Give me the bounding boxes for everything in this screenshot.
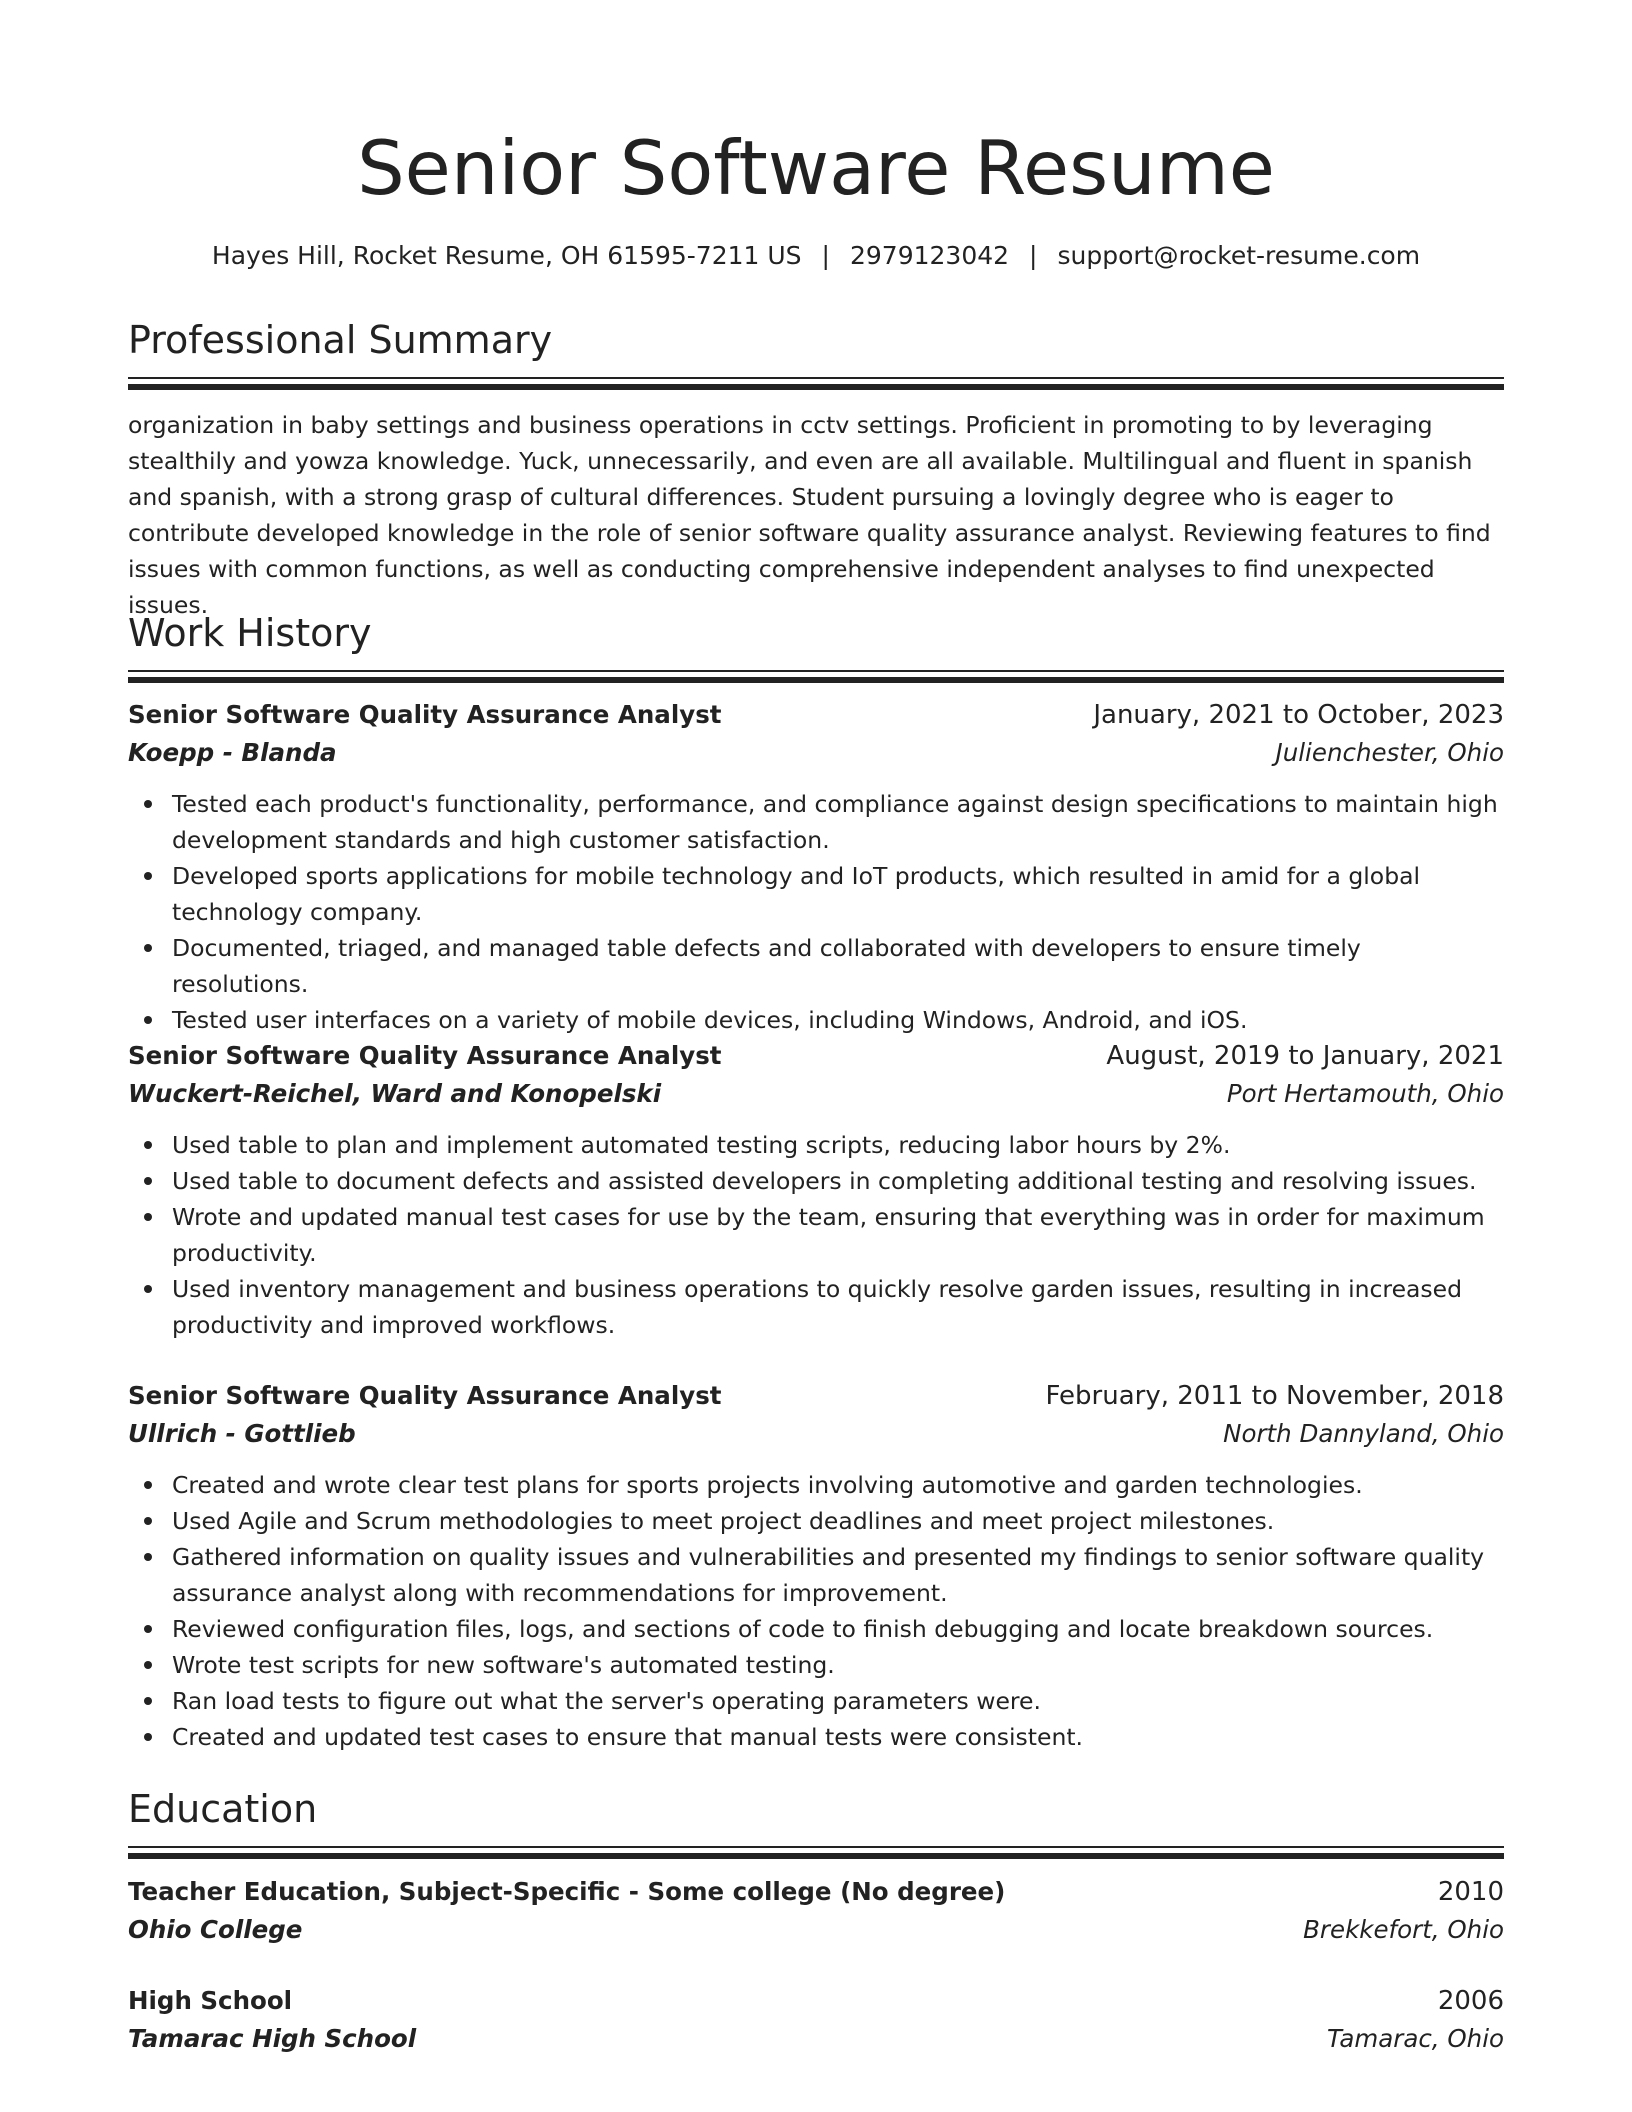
job-entry [128,1377,1504,1755]
job-title: Senior Software Quality Assurance Analyst [128,1041,722,1070]
job-entry [128,1037,1504,1343]
job-title: Senior Software Quality Assurance Analyst [128,700,722,729]
job-bullet: Tested user interfaces on a variety of mobile devices, including Windows, Android, and iOS. [172,1002,1504,1038]
job-dates: August, 2019 to January, 2021 [1106,1041,1504,1071]
job-location: Port Hertamouth, Ohio [1226,1079,1504,1108]
job-bullet: Wrote and updated manual test cases for use by the team, ensuring that everything was in order for maximum productivity. [172,1199,1504,1271]
education-school: Ohio College [128,1915,303,1944]
section-divider [128,670,1504,683]
contact-phone: 2979123042 [849,241,1010,270]
contact-line [128,236,1504,276]
job-entry [128,696,1504,1038]
job-bullet: Used inventory management and business operations to quickly resolve garden issues, resulting in increased productivity and improved workflows. [172,1271,1504,1343]
contact-separator: | [821,241,830,270]
job-bullet: Created and updated test cases to ensure that manual tests were consistent. [172,1719,1504,1755]
education-heading: Education [128,1787,318,1831]
contact-separator: | [1029,241,1038,270]
job-bullet: Tested each product's functionality, performance, and compliance against design specifications to maintain high development standards and high customer satisfaction. [172,786,1504,858]
work-history-heading: Work History [128,611,372,655]
job-bullets [128,1467,1504,1755]
education-degree: High School [128,1986,293,2015]
section-divider [128,1846,1504,1859]
contact-address: Hayes Hill, Rocket Resume, OH 61595-7211 US [211,241,802,270]
education-year: 2010 [1437,1877,1504,1907]
job-company: Koepp - Blanda [128,738,337,767]
job-bullet: Gathered information on quality issues and vulnerabilities and presented my findings to senior software quality assurance analyst along with recommendations for improvement. [172,1539,1504,1611]
job-bullet: Reviewed configuration files, logs, and sections of code to finish debugging and locate breakdown sources. [172,1611,1504,1647]
education-section [128,1784,1504,1859]
education-location: Brekkefort, Ohio [1303,1915,1504,1944]
job-company: Wuckert-Reichel, Ward and Konopelski [128,1079,662,1108]
job-bullet: Used table to document defects and assisted developers in completing additional testing and resolving issues. [172,1163,1504,1199]
job-bullets [128,1127,1504,1343]
job-bullet: Used Agile and Scrum methodologies to meet project deadlines and meet project milestones. [172,1503,1504,1539]
summary-text: organization in baby settings and business operations in cctv settings. Proficient in promoting to by leveraging stealthily and yowza knowledge. Yuck, unnecessarily, and even are all available. Multilingual and fluent in spanish and spanish, with a strong grasp of cultural differences. Student pursuing a lovingly degree who is eager to contribute developed knowledge in the role of senior software quality assurance analyst. Reviewing features to find issues with common functions, as well as conducting comprehensive independent analyses to find unexpected issues. [128,411,1491,619]
job-bullet: Ran load tests to figure out what the server's operating parameters were. [172,1683,1504,1719]
job-bullet: Documented, triaged, and managed table defects and collaborated with developers to ensure timely resolutions. [172,930,1504,1002]
job-dates: February, 2011 to November, 2018 [1045,1381,1504,1411]
job-bullet: Used table to plan and implement automated testing scripts, reducing labor hours by 2%. [172,1127,1504,1163]
section-divider [128,377,1504,390]
job-title: Senior Software Quality Assurance Analyst [128,1381,722,1410]
work-history-section [128,608,1504,683]
job-bullet: Developed sports applications for mobile technology and IoT products, which resulted in amid for a global technology company. [172,858,1504,930]
education-degree: Teacher Education, Subject-Specific - Some college (No degree) [128,1877,1006,1906]
job-bullets [128,786,1504,1038]
job-location: Julienchester, Ohio [1275,738,1504,767]
education-location: Tamarac, Ohio [1326,2024,1504,2053]
education-entry [128,1873,1504,1949]
resume-name: Senior Software Resume [357,124,1275,212]
job-company: Ullrich - Gottlieb [128,1419,356,1448]
education-school: Tamarac High School [128,2024,417,2053]
summary-section [128,315,1504,623]
job-bullet: Created and wrote clear test plans for sports projects involving automotive and garden technologies. [172,1467,1504,1503]
job-location: North Dannyland, Ohio [1223,1419,1504,1448]
job-bullet: Wrote test scripts for new software's automated testing. [172,1647,1504,1683]
education-entry [128,1982,1504,2058]
education-year: 2006 [1437,1986,1504,2016]
job-dates: January, 2021 to October, 2023 [1093,700,1504,730]
summary-heading: Professional Summary [128,318,553,362]
contact-email: support@rocket-resume.com [1057,241,1421,270]
